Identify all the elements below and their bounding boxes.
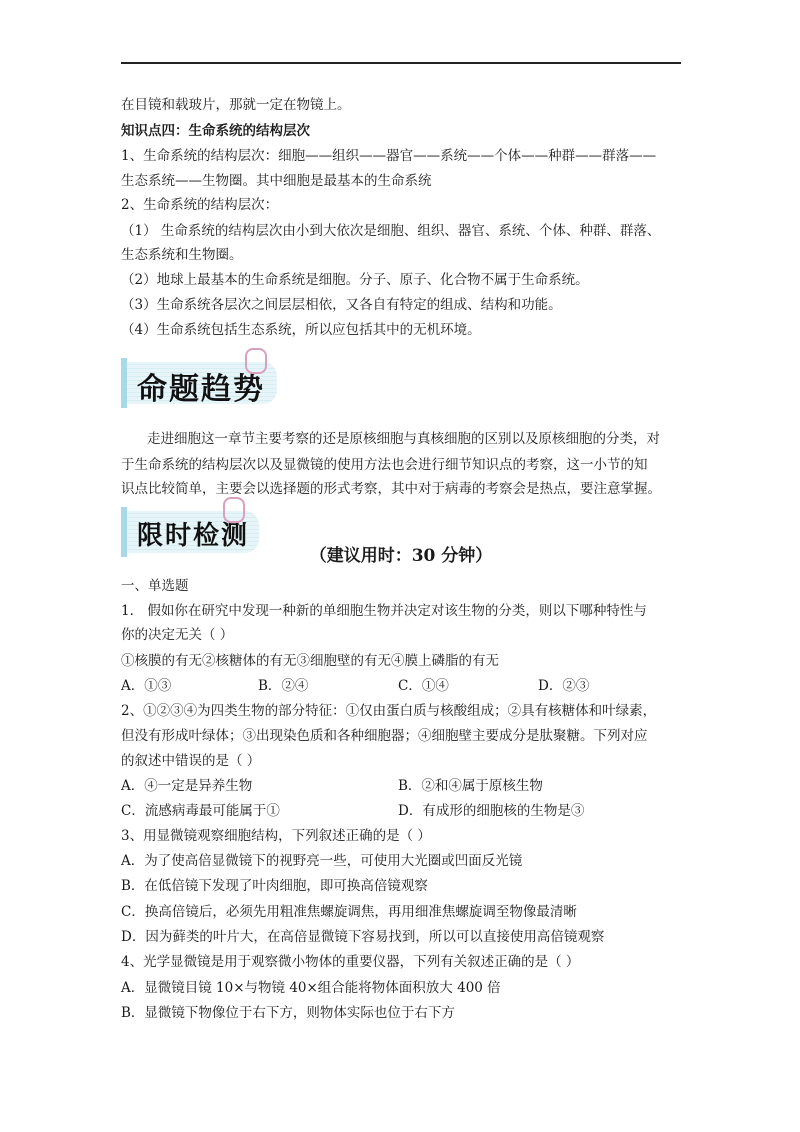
- header-rule: [121, 62, 681, 64]
- trend-banner: [121, 358, 297, 408]
- text-line: （4）生命系统包括生态系统，所以应包括其中的无机环境。: [121, 322, 481, 338]
- paragraph-line: 走进细胞这一章节主要考察的还是原核细胞与真核细胞的区别以及原核细胞的分类，对: [147, 431, 660, 447]
- text-line: （2）地球上最基本的生命系统是细胞。分子、原子、化合物不属于生命系统。: [121, 272, 589, 288]
- option-a: A．④一定是异养生物: [121, 778, 253, 794]
- option-a: A．①③: [121, 678, 172, 694]
- paperclip-icon: [245, 348, 267, 374]
- option-c: C．换高倍镜后，必须先用粗准焦螺旋调焦，再用细准焦螺旋调至物像最清晰: [121, 904, 577, 920]
- option-a: A．为了使高倍显微镜下的视野亮一些，可使用大光圈或凹面反光镜: [121, 853, 523, 869]
- text-line: （3）生命系统各层次之间层层相依，又各自有特定的组成、结构和功能。: [121, 297, 562, 313]
- text-line: 生态系统和生物圈。: [121, 247, 243, 263]
- option-c: C．流感病毒最可能属于①: [121, 803, 280, 819]
- question-stem: 的叙述中错误的是（ ）: [121, 753, 261, 769]
- question-stem: 4、光学显微镜是用于观察微小物体的重要仪器，下列有关叙述正确的是（ ）: [121, 954, 580, 970]
- section-title: 知识点四：生命系统的结构层次: [121, 123, 310, 139]
- option-a: A．显微镜目镜 10×与物镜 40×组合能将物体面积放大 400 倍: [121, 980, 501, 996]
- question-stem: 你的决定无关（ ）: [121, 627, 234, 643]
- question-section-label: 一、单选题: [121, 578, 189, 594]
- option-c: C．①④: [398, 678, 449, 694]
- suggested-time: （建议用时：30 分钟）: [309, 546, 493, 566]
- option-b: B．②④: [258, 678, 309, 694]
- question-stem: 3、用显微镜观察细胞结构，下列叙述正确的是（ ）: [121, 828, 431, 844]
- question-stem: 但没有形成叶绿体；③出现染色质和各种细胞器；④细胞壁主要成分是肽聚糖。下列对应: [121, 728, 648, 744]
- text-line: 生态系统——生物圈。其中细胞是最基本的生命系统: [121, 173, 432, 189]
- option-d: D．②③: [538, 678, 590, 694]
- paragraph-line: 于生命系统的结构层次以及显微镜的使用方法也会进行细节知识点的考察，这一小节的知: [121, 457, 648, 473]
- option-b: B．在低倍镜下发现了叶肉细胞，即可换高倍镜观察: [121, 878, 428, 894]
- paperclip-icon: [223, 497, 245, 523]
- banner-title: 限时检测: [137, 521, 250, 551]
- paragraph-line: 识点比较简单，主要会以选择题的形式考察，其中对于病毒的考察会是热点，要注意掌握。: [121, 481, 661, 497]
- question-stem: 1． 假如你在研究中发现一种新的单细胞生物并决定对该生物的分类，则以下哪种特性与: [121, 603, 647, 619]
- text-line: 2、生命系统的结构层次：: [121, 197, 279, 213]
- option-b: B．②和④属于原核生物: [398, 778, 543, 794]
- text-line: 1、生命系统的结构层次：细胞——组织——器官——系统——个体——种群——群落——: [121, 148, 657, 164]
- question-items: ①核膜的有无②核糖体的有无③细胞壁的有无④膜上磷脂的有无: [121, 653, 499, 669]
- option-b: B．显微镜下物像位于右下方，则物体实际也位于右下方: [121, 1005, 455, 1021]
- banner-title: 命题趋势: [137, 372, 265, 407]
- text-line: （1） 生命系统的结构层次由小到大依次是细胞、组织、器官、系统、个体、种群、群落、: [121, 223, 661, 239]
- question-stem: 2、①②③④为四类生物的部分特征：①仅由蛋白质与核酸组成；②具有核糖体和叶绿素，: [121, 703, 657, 719]
- text-line: 在目镜和载玻片，那就一定在物镜上。: [121, 97, 351, 113]
- option-d: D．因为藓类的叶片大，在高倍显微镜下容易找到，所以可以直接使用高倍镜观察: [121, 929, 605, 945]
- option-d: D．有成形的细胞核的生物是③: [398, 803, 585, 819]
